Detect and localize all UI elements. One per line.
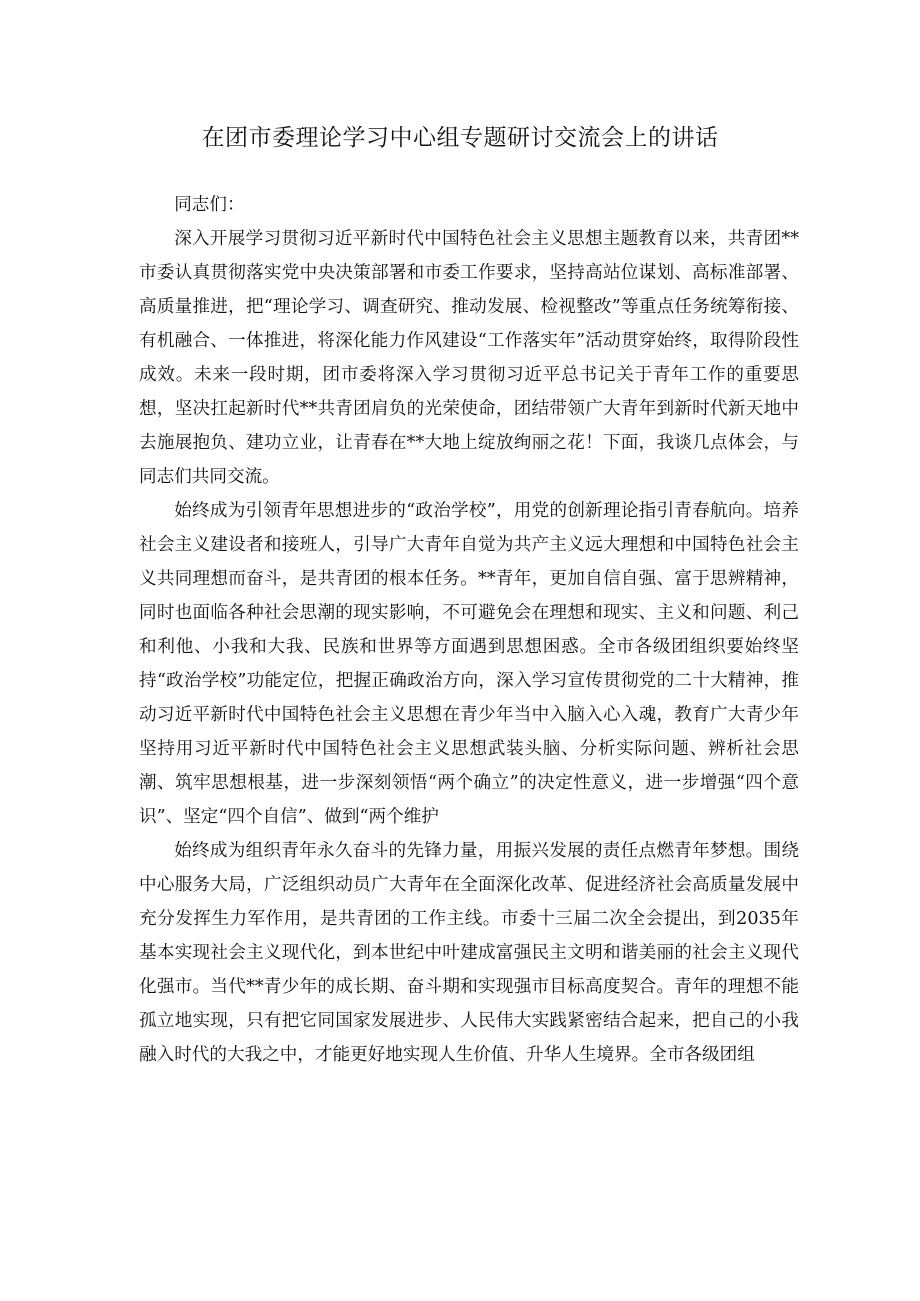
paragraph-vanguard-force: 始终成为组织青年永久奋斗的先锋力量，用振兴发展的责任点燃青年梦想。围绕中心服务大局，广泛组织动员广大青年在全面深化改革、促进经济社会高质量发展中充分发挥生力军作用，是共青团的工作主线。市委十三届二次全会提出，到2035年基本实现社会主义现代化，到本世纪中叶建成富强民主文明和谐美丽的社会主义现代化强市。当代**青少年的成长期、奋斗期和实现强市目标高度契合。青年的理想不能孤立地实现，只有把它同国家发展进步、人民伟大实践紧密结合起来，把自己的小我融入时代的大我之中，才能更好地实现人生价值、升华人生境界。全市各级团组 [139, 841, 799, 1065]
document-body [139, 188, 799, 1072]
document-title: 在团市委理论学习中心组专题研讨交流会上的讲话 [201, 125, 719, 151]
paragraph-intro: 深入开展学习贯彻习近平新时代中国特色社会主义思想主题教育以来，共青团**市委认真贯彻落实党中央决策部署和市委工作要求，坚持高站位谋划、高标准部署、高质量推进，把“理论学习、调查研究、推动发展、检视整改”等重点任务统筹衔接、有机融合、一体推进，将深化能力作风建设“工作落实年”活动贯穿始终，取得阶段性成效。未来一段时期，团市委将深入学习贯彻习近平总书记关于青年工作的重要思想，坚决扛起新时代**共青团肩负的光荣使命，团结带领广大青年到新时代新天地中去施展抱负、建功立业，让青春在**大地上绽放绚丽之花！下面，我谈几点体会，与同志们共同交流。 [139, 229, 799, 487]
salutation: 同志们： [174, 195, 245, 215]
paragraph-political-school: 始终成为引领青年思想进步的“政治学校”，用党的创新理论指引青春航向。培养社会主义建设者和接班人，引导广大青年自觉为共产主义远大理想和中国特色社会主义共同理想而奋斗，是共青团的根本任务。**青年，更加自信自强、富于思辨精神，同时也面临各种社会思潮的现实影响，不可避免会在理想和现实、主义和问题、利己和利他、小我和大我、民族和世界等方面遇到思想困惑。全市各级团组织要始终坚持“政治学校”功能定位，把握正确政治方向，深入学习宣传贯彻党的二十大精神，推动习近平新时代中国特色社会主义思想在青少年当中入脑入心入魂，教育广大青少年坚持用习近平新时代中国特色社会主义思想武装头脑、分析实际问题、辨析社会思潮、筑牢思想根基，进一步深刻领悟“两个确立”的决定性意义，进一步增强“四个意识”、坚定“四个自信”、做到“两个维护 [139, 501, 799, 827]
